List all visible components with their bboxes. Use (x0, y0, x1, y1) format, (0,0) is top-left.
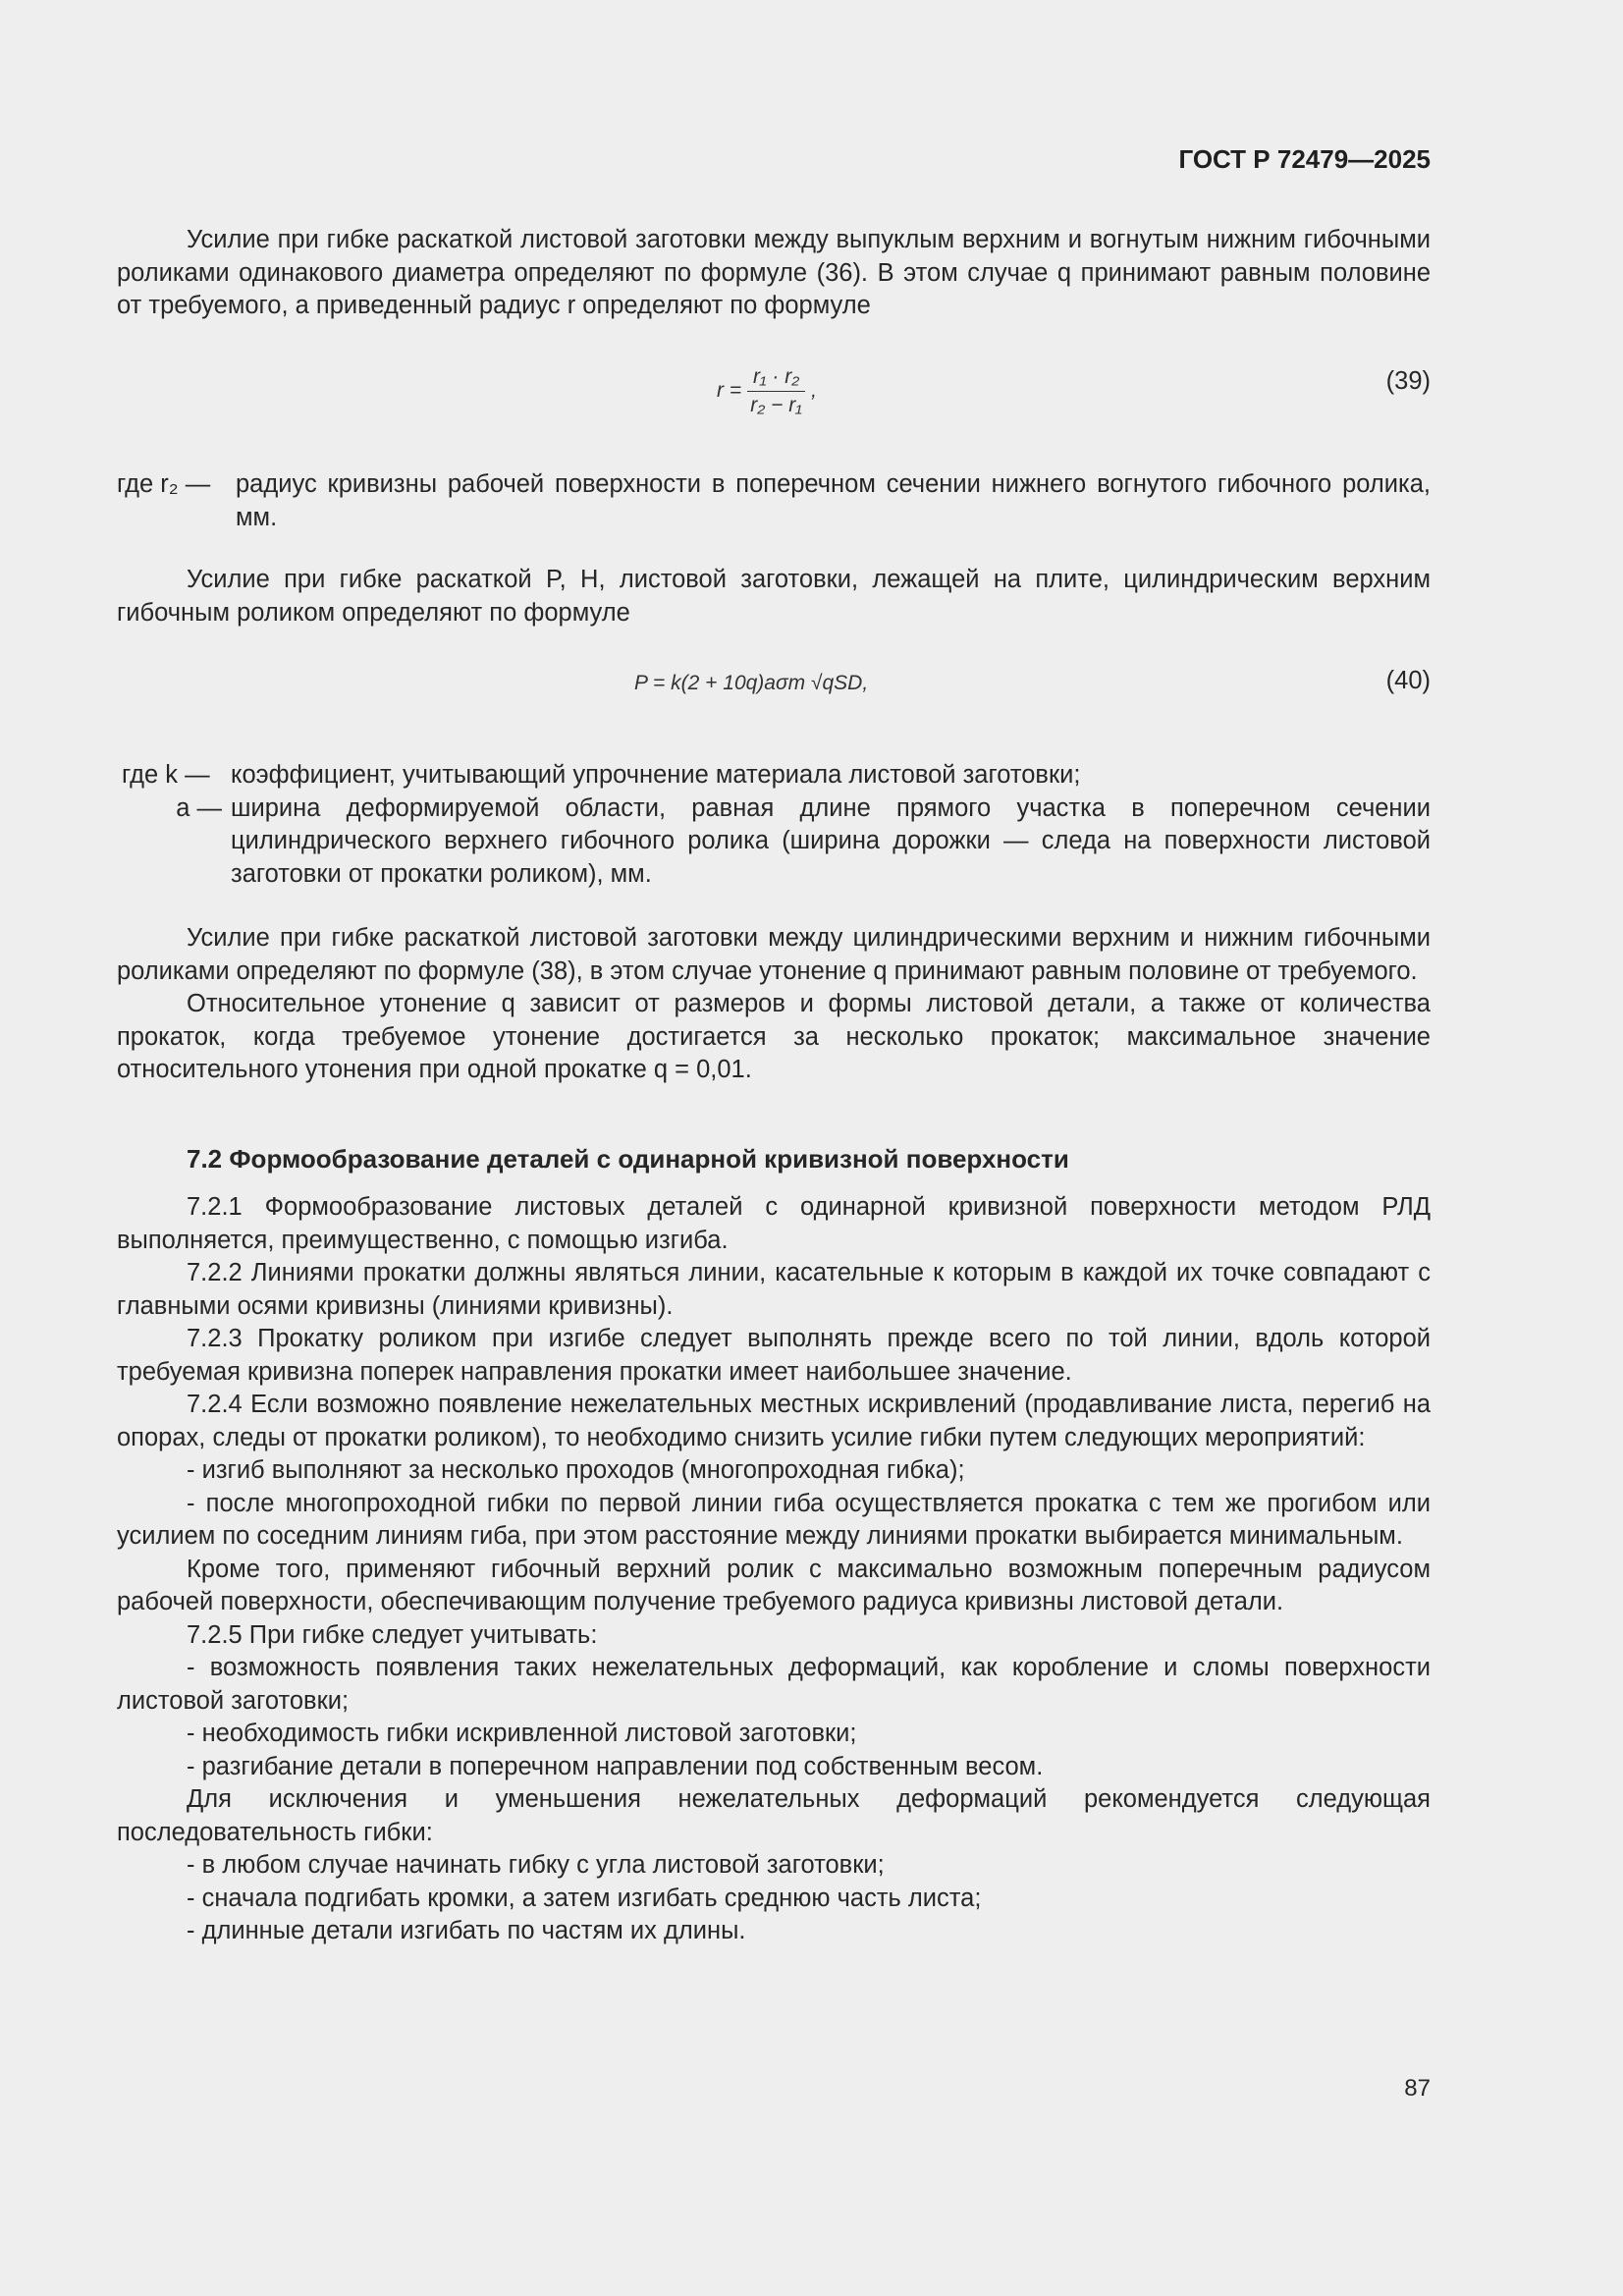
formula-39-denominator: r₂ − r₁ (750, 394, 802, 416)
paragraph-text: - возможность появления таких нежелательных деформаций, как коробление и сломы поверхности листовой заготовки; (117, 1654, 1431, 1715)
formula-39-fraction (747, 365, 805, 417)
paragraph-text: 7.2.2 Линиями прокатки должны являться линии, касательные к которым в каждой их точке совпадают с главными осями кривизны (линиями кривизны). (117, 1259, 1431, 1320)
paragraph-text: - после многопроходной гибки по первой линии гиба осуществляется прокатка с тем же прогибом или усилием по соседним линиям гиба, при этом расстояние между линиями прокатки выбирается минимальным. (117, 1489, 1431, 1550)
section-7-2 (117, 1143, 1431, 1176)
section-heading: 7.2 Формообразование деталей с одинарной кривизной поверхности (187, 1144, 1069, 1174)
list-item: - необходимость гибки искривленной листовой заготовки; (187, 1720, 857, 1747)
formula-39-lhs: r = (717, 379, 742, 403)
paragraph-text: Для исключения и уменьшения нежелательных деформаций рекомендуется следующая последовательность гибки: (117, 1785, 1431, 1846)
paragraph-text: 7.2.5 При гибке следует учитывать: (187, 1620, 598, 1649)
section-7-2-body (117, 1191, 1431, 1948)
paragraph-text: Относительное утонение q зависит от размеров и формы листовой детали, а также от количества прокаток, когда требуемое утонение достигается за несколько прокаток; максимальное значение относительного утонения при одной прокатке q = 0,01. (117, 990, 1431, 1083)
paragraph-rolling-convex-concave (117, 224, 1431, 323)
definition-label: где k — (122, 761, 210, 789)
list-item: - сначала подгибать кромки, а затем изгибать среднюю часть листа; (187, 1884, 982, 1912)
definition-40 (122, 759, 1431, 891)
paragraph-text: Кроме того, применяют гибочный верхний ролик с максимально возможным поперечным радиусом рабочей поверхности, обеспечивающим получение требуемого радиуса кривизны листовой детали. (117, 1555, 1431, 1615)
paragraph-text: 7.2.3 Прокатку роликом при изгибе следует выполнять прежде всего по той линии, вдоль которой требуемая кривизна поперек направления прокатки имеет наибольшее значение. (117, 1325, 1431, 1386)
paragraph-rolling-plate (117, 564, 1431, 629)
equation-number-40: (40) (1385, 667, 1431, 694)
definition-row-a (122, 793, 1431, 892)
definition-label: a — (176, 793, 222, 822)
definition-text: ширина деформируемой области, равная длине прямого участка в поперечном сечении цилиндрического верхнего гибочного ролика (ширина дорожки — следа на поверхности листовой заготовки от прокатки роликом), мм. (231, 793, 1431, 888)
document-id-header: ГОСТ Р 72479—2025 (1178, 144, 1431, 174)
definition-text: коэффициент, учитывающий упрочнение материала листовой заготовки; (231, 761, 1081, 789)
definition-row-k (122, 759, 1431, 793)
formula-40: P = k(2 + 10q)aσт √qSD, (634, 672, 869, 694)
definition-text: радиус кривизны рабочей поверхности в поперечном сечении нижнего вогнутого гибочного ролика, мм. (236, 470, 1431, 531)
formula-39-tail: , (811, 379, 817, 403)
definition-39 (117, 468, 1431, 534)
paragraph-text: 7.2.1 Формообразование листовых деталей с одинарной кривизной поверхности методом РЛД выполняется, преимущественно, с помощью изгиба. (117, 1193, 1431, 1254)
page-number: 87 (1404, 2075, 1431, 2102)
paragraph-text: Усилие при гибке раскаткой P, Н, листовой заготовки, лежащей на плите, цилиндрическим верхним гибочным роликом определяют по формуле (117, 566, 1431, 627)
paragraph-cylindrical-rolls (117, 922, 1431, 1087)
formula-39-numerator: r₁ · r₂ (747, 365, 805, 392)
paragraph-text: 7.2.4 Если возможно появление нежелательных местных искривлений (продавливание листа, перегиб на опорах, следы от прокатки роликом), то необходимо снизить усилие гибки путем следующих мероприятий: (117, 1391, 1431, 1451)
definition-label: где r₂ — (117, 470, 211, 498)
definition-row (117, 468, 1431, 534)
list-item: - изгиб выполняют за несколько проходов (многопроходная гибка); (187, 1456, 965, 1484)
list-item: - длинные детали изгибать по частям их длины. (187, 1917, 746, 1944)
formula-39 (717, 365, 817, 417)
list-item: - в любом случае начинать гибку с угла листовой заготовки; (187, 1851, 885, 1879)
paragraph-text: Усилие при гибке раскаткой листовой заготовки между выпуклым верхним и вогнутым нижним гибочными роликами одинакового диаметра определяют по формуле (36). В этом случае q принимают равным половине от требуемого, а приведенный радиус r определяют по формуле (117, 226, 1431, 319)
list-item: - разгибание детали в поперечном направлении под собственным весом. (187, 1752, 1044, 1780)
equation-number-39: (39) (1385, 367, 1431, 395)
paragraph-text: Усилие при гибке раскаткой листовой заготовки между цилиндрическими верхним и нижним гибочными роликами определяют по формуле (38), в этом случае утонение q принимают равным половине от требуемого. (117, 924, 1431, 985)
